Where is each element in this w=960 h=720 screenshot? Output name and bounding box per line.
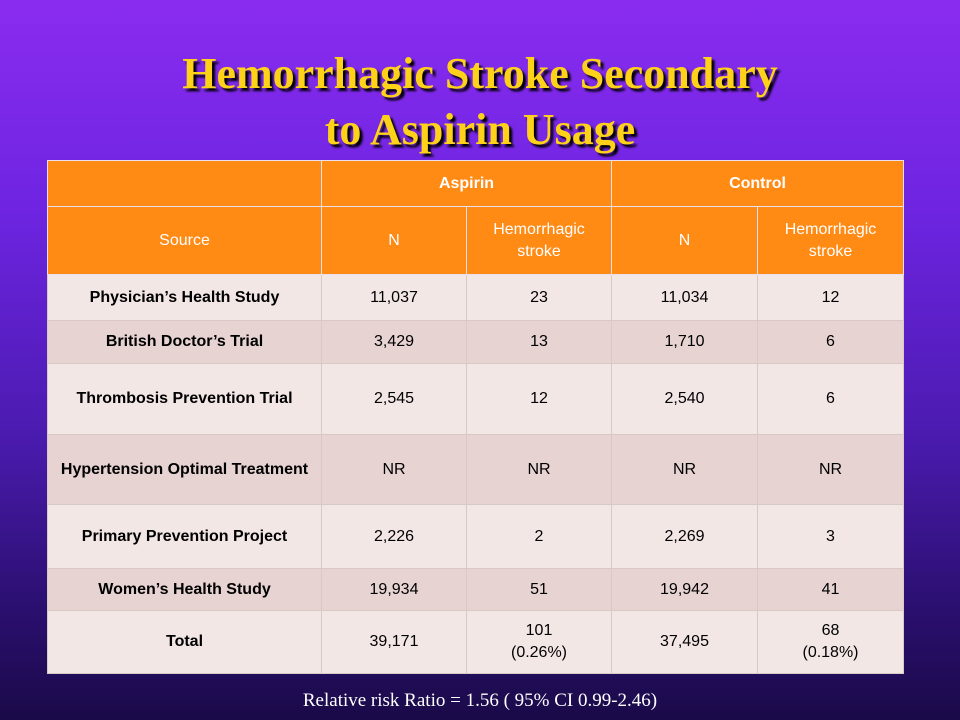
cell-control-hs-count: 68 bbox=[821, 622, 840, 639]
column-header-aspirin-n: N bbox=[322, 207, 467, 275]
cell-aspirin-n: 2,226 bbox=[322, 505, 467, 569]
table-row-total bbox=[48, 611, 904, 674]
table-row bbox=[48, 505, 904, 569]
table-row bbox=[48, 275, 904, 321]
cell-aspirin-n: 19,934 bbox=[322, 569, 467, 611]
row-source: Physician’s Health Study bbox=[48, 275, 322, 321]
cell-control-hs-percent: (0.18%) bbox=[802, 644, 859, 661]
row-source: Women’s Health Study bbox=[48, 569, 322, 611]
cell-control-n: NR bbox=[612, 435, 758, 505]
cell-control-hs: 6 bbox=[758, 321, 904, 364]
stroke-data-table bbox=[47, 160, 904, 674]
column-header-row bbox=[48, 207, 904, 275]
cell-control-hs: 3 bbox=[758, 505, 904, 569]
cell-control-hs: 6 bbox=[758, 364, 904, 435]
cell-control-hs: 41 bbox=[758, 569, 904, 611]
row-source: British Doctor’s Trial bbox=[48, 321, 322, 364]
column-header-aspirin-hs: Hemorrhagic stroke bbox=[467, 207, 612, 275]
cell-control-n: 1,710 bbox=[612, 321, 758, 364]
cell-control-hs: 12 bbox=[758, 275, 904, 321]
row-source: Hypertension Optimal Treatment bbox=[48, 435, 322, 505]
group-header-row bbox=[48, 161, 904, 207]
cell-aspirin-n: 39,171 bbox=[322, 611, 467, 674]
cell-control-n: 2,269 bbox=[612, 505, 758, 569]
cell-aspirin-hs: 13 bbox=[467, 321, 612, 364]
cell-aspirin-hs: NR bbox=[467, 435, 612, 505]
group-header-empty bbox=[48, 161, 322, 207]
cell-aspirin-hs-percent: (0.26%) bbox=[510, 644, 568, 661]
cell-aspirin-hs-count: 101 bbox=[525, 622, 553, 639]
cell-aspirin-hs bbox=[467, 611, 612, 674]
cell-control-n: 2,540 bbox=[612, 364, 758, 435]
title-line-1: Hemorrhagic Stroke Secondary bbox=[182, 49, 778, 98]
cell-aspirin-n: 2,545 bbox=[322, 364, 467, 435]
table-row bbox=[48, 435, 904, 505]
table-row bbox=[48, 364, 904, 435]
row-source: Primary Prevention Project bbox=[48, 505, 322, 569]
cell-aspirin-hs: 12 bbox=[467, 364, 612, 435]
table-row bbox=[48, 321, 904, 364]
row-source: Total bbox=[48, 611, 322, 674]
group-header-control: Control bbox=[612, 161, 904, 207]
row-source: Thrombosis Prevention Trial bbox=[48, 364, 322, 435]
cell-control-hs bbox=[758, 611, 904, 674]
cell-control-n: 11,034 bbox=[612, 275, 758, 321]
cell-aspirin-n: 11,037 bbox=[322, 275, 467, 321]
cell-control-n: 37,495 bbox=[612, 611, 758, 674]
group-header-aspirin: Aspirin bbox=[322, 161, 612, 207]
cell-aspirin-hs: 23 bbox=[467, 275, 612, 321]
title-line-2: to Aspirin Usage bbox=[324, 105, 636, 154]
cell-aspirin-n: 3,429 bbox=[322, 321, 467, 364]
cell-control-hs: NR bbox=[758, 435, 904, 505]
cell-aspirin-hs: 51 bbox=[467, 569, 612, 611]
footnote: Relative risk Ratio = 1.56 ( 95% CI 0.99-2.46) bbox=[302, 690, 658, 711]
column-header-source: Source bbox=[48, 207, 322, 275]
cell-aspirin-n: NR bbox=[322, 435, 467, 505]
column-header-control-n: N bbox=[612, 207, 758, 275]
page-title bbox=[0, 46, 960, 158]
table-row bbox=[48, 569, 904, 611]
cell-aspirin-hs: 2 bbox=[467, 505, 612, 569]
cell-control-n: 19,942 bbox=[612, 569, 758, 611]
column-header-control-hs: Hemorrhagic stroke bbox=[758, 207, 904, 275]
